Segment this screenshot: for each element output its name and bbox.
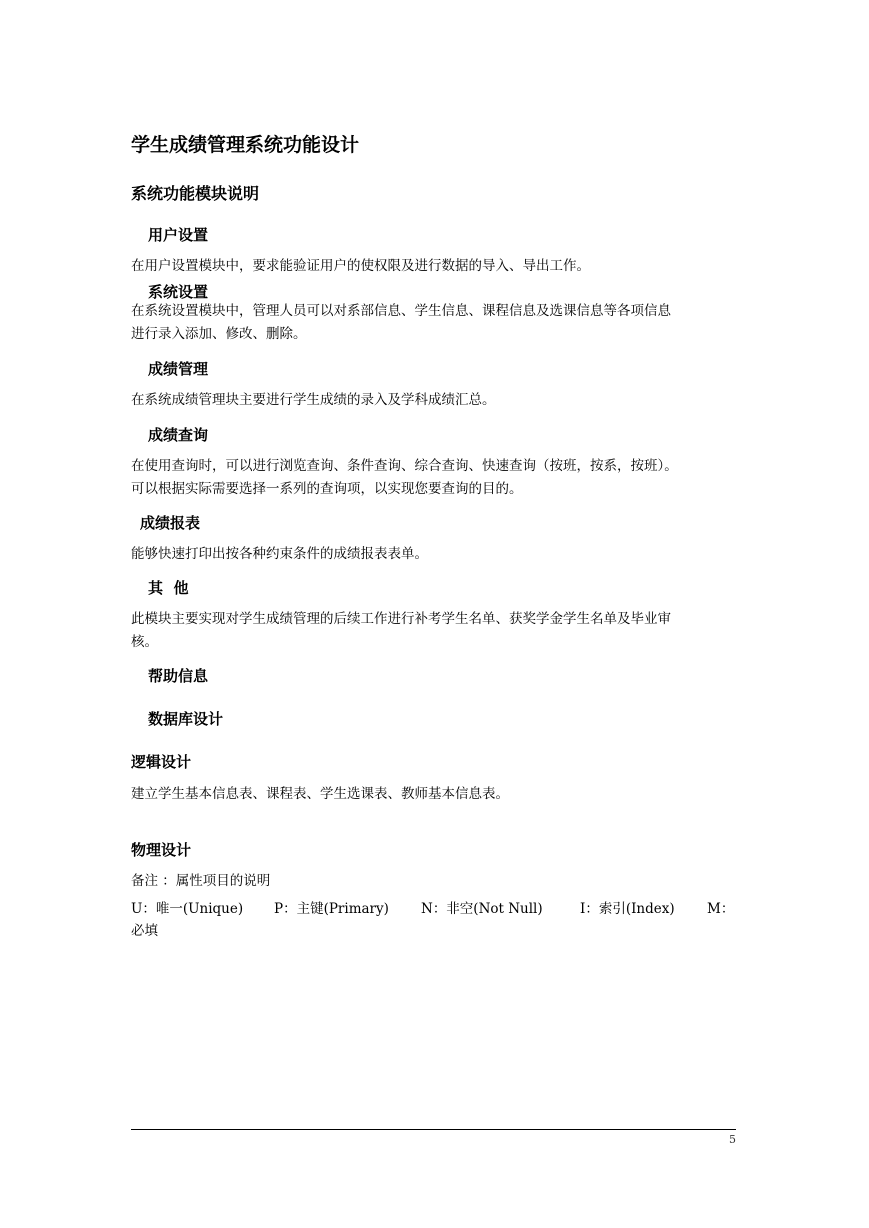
legend-mandatory-text: 必填 — [131, 923, 158, 939]
legend-unique: U：唯一(Unique) — [131, 901, 244, 917]
footer-divider — [131, 1129, 736, 1130]
modules-heading: 系统功能模块说明 — [131, 184, 260, 203]
user-settings-text: 在用户设置模块中，要求能验证用户的使权限及进行数据的导入、导出工作。 — [131, 258, 590, 274]
score-query-text-line1: 在使用查询时，可以进行浏览查询、条件查询、综合查询、快速查询（按班，按系，按班）。 — [131, 458, 678, 474]
page-number: 5 — [729, 1133, 736, 1146]
score-management-text: 在系统成绩管理块主要进行学生成绩的录入及学科成绩汇总。 — [131, 392, 496, 408]
legend-index: I：索引(Index) — [580, 901, 675, 917]
other-text-line2: 核。 — [131, 634, 158, 650]
physical-design-heading: 物理设计 — [131, 841, 192, 859]
other-text-line1: 此模块主要实现对学生成绩管理的后续工作进行补考学生名单、获奖学金学生名单及毕业审 — [131, 611, 671, 627]
legend-mandatory: M： — [707, 901, 735, 917]
other-heading: 其 他 — [148, 579, 189, 597]
system-settings-text-line1: 在系统设置模块中，管理人员可以对系部信息、学生信息、课程信息及选课信息等各项信息 — [131, 303, 671, 319]
logical-design-heading: 逻辑设计 — [131, 753, 192, 771]
user-settings-heading: 用户设置 — [148, 226, 209, 244]
logical-design-text: 建立学生基本信息表、课程表、学生选课表、教师基本信息表。 — [131, 786, 509, 802]
legend-primary: P：主键(Primary) — [274, 901, 389, 917]
score-report-text: 能够快速打印出按各种约束条件的成绩报表表单。 — [131, 546, 428, 562]
score-report-heading: 成绩报表 — [140, 514, 201, 532]
system-settings-text-line2: 进行录入添加、修改、删除。 — [131, 326, 307, 342]
page-title: 学生成绩管理系统功能设计 — [131, 134, 360, 156]
score-management-heading: 成绩管理 — [148, 360, 209, 378]
score-query-heading: 成绩查询 — [148, 426, 209, 444]
legend-not-null: N：非空(Not Null) — [421, 901, 543, 917]
system-settings-heading: 系统设置 — [148, 283, 209, 301]
help-heading: 帮助信息 — [148, 667, 209, 685]
attribute-note: 备注 ：属性项目的说明 — [131, 873, 271, 889]
score-query-text-line2: 可以根据实际需要选择一系列的查询项，以实现您要查询的目的。 — [131, 481, 523, 497]
database-design-heading: 数据库设计 — [148, 710, 224, 728]
